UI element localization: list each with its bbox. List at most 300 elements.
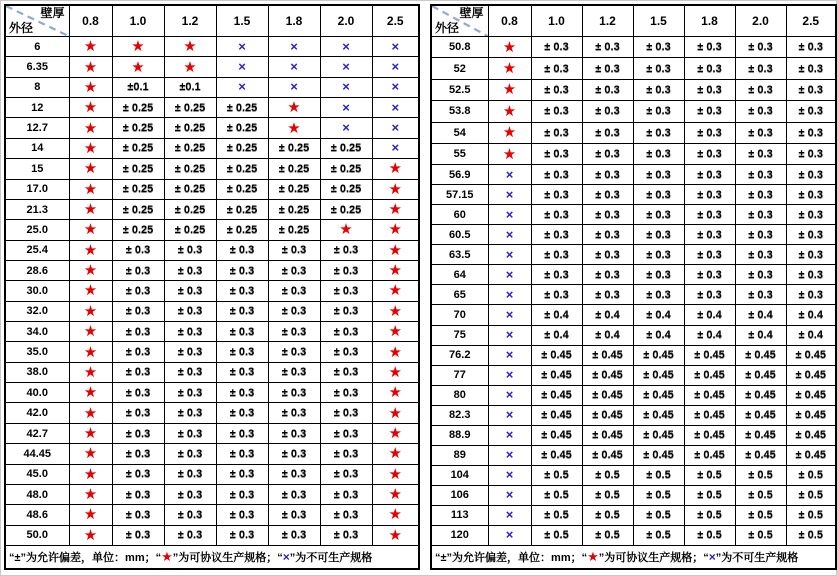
cross-icon: × [505, 507, 514, 523]
tolerance-cell [268, 220, 320, 240]
tolerance-value: ± 0.3 [798, 148, 823, 161]
outer-diameter-value: 12 [5, 98, 69, 118]
tolerance-value: ± 0.3 [229, 488, 255, 501]
tolerance-cell [633, 101, 684, 122]
tolerance-cell [164, 179, 216, 199]
cross-icon: × [391, 120, 400, 136]
tolerance-value: ± 0.3 [229, 427, 255, 440]
tolerance-value: ± 0.45 [541, 449, 572, 462]
tolerance-cell [633, 505, 684, 525]
table-body [431, 37, 836, 546]
table-row [431, 285, 836, 305]
tolerance-cell [786, 425, 836, 445]
star-icon: ★ [502, 81, 517, 99]
tolerance-cell [633, 37, 684, 58]
table-row [5, 464, 419, 484]
tolerance-value: ± 0.45 [694, 429, 725, 442]
not-producible-cell [372, 118, 419, 138]
tolerance-cell [633, 165, 684, 185]
tolerance-value: ± 0.3 [281, 407, 307, 420]
outer-diameter-value: 88.9 [431, 425, 488, 445]
tolerance-cell [112, 220, 164, 240]
column-header: 1.0 [112, 5, 164, 37]
cross-icon: × [342, 59, 350, 75]
tolerance-cell [216, 138, 268, 158]
tolerance-cell [786, 79, 836, 100]
tolerance-cell [112, 159, 164, 179]
tolerance-value: ± 0.25 [226, 122, 258, 135]
tolerance-value: ± 0.3 [697, 188, 722, 201]
producible-by-agreement-cell [69, 240, 112, 260]
table-row [431, 505, 836, 525]
table-row [431, 405, 836, 425]
tolerance-value: ± 0.45 [694, 409, 725, 422]
tolerance-value: ± 0.4 [697, 308, 722, 321]
tolerance-cell [112, 383, 164, 403]
tolerance-value: ± 0.3 [177, 305, 203, 318]
outer-diameter-value: 52 [431, 58, 488, 79]
tolerance-cell [735, 143, 786, 164]
tolerance-value: ± 0.5 [595, 469, 620, 482]
tolerance-cell [633, 365, 684, 385]
legend-row [431, 546, 836, 570]
tolerance-value: ± 0.3 [229, 407, 255, 420]
tolerance-value: ± 0.3 [544, 126, 569, 139]
outer-diameter-value: 32.0 [5, 301, 69, 321]
tolerance-cell [531, 185, 582, 205]
producible-by-agreement-cell [69, 322, 112, 342]
tolerance-cell [684, 265, 735, 285]
tolerance-value: ± 0.3 [646, 228, 671, 241]
tolerance-value: ± 0.25 [330, 162, 362, 175]
tolerance-cell [320, 444, 372, 464]
tolerance-value: ± 0.5 [697, 529, 722, 542]
tolerance-value: ± 0.3 [798, 228, 823, 241]
tolerance-cell [531, 165, 582, 185]
tolerance-value: ± 0.45 [795, 369, 826, 382]
tolerance-value: ± 0.5 [748, 469, 773, 482]
tolerance-cell [582, 285, 633, 305]
tolerance-value: ± 0.4 [697, 329, 722, 342]
tolerance-value: ± 0.3 [544, 148, 569, 161]
tolerance-value: ± 0.3 [333, 346, 359, 359]
tolerance-value: ± 0.3 [125, 244, 151, 257]
star-icon: ★ [339, 221, 353, 239]
tolerance-value: ± 0.3 [544, 168, 569, 181]
producible-by-agreement-cell [69, 98, 112, 118]
tolerance-value: ± 0.3 [281, 284, 307, 297]
tolerance-value: ± 0.3 [646, 148, 671, 161]
tolerance-cell [582, 485, 633, 505]
tolerance-value: ± 0.3 [177, 508, 203, 521]
table-row [5, 505, 419, 525]
tolerance-value: ± 0.3 [798, 288, 823, 301]
tolerance-value: ± 0.25 [330, 203, 362, 216]
tolerance-value: ± 0.45 [643, 449, 674, 462]
tolerance-cell [735, 58, 786, 79]
star-icon: ★ [388, 363, 402, 381]
tolerance-value: ± 0.25 [278, 183, 310, 196]
tolerance-cell [684, 58, 735, 79]
tolerance-cell [735, 205, 786, 225]
tolerance-cell [268, 484, 320, 504]
tolerance-cell [268, 159, 320, 179]
star-icon: ★ [502, 124, 517, 142]
tolerance-cell [786, 165, 836, 185]
tolerance-cell [735, 465, 786, 485]
cross-icon: × [505, 527, 514, 543]
tolerance-value: ± 0.45 [643, 349, 674, 362]
tolerance-cell [164, 362, 216, 382]
cross-icon: × [290, 38, 298, 54]
outer-diameter-value: 14 [5, 138, 69, 158]
tolerance-value: ± 0.3 [333, 488, 359, 501]
tolerance-cell [633, 405, 684, 425]
not-producible-cell [216, 37, 268, 57]
tolerance-value: ± 0.25 [122, 122, 154, 135]
tolerance-value: ± 0.3 [646, 288, 671, 301]
cross-icon: × [505, 427, 514, 443]
tolerance-value: ± 0.45 [592, 409, 623, 422]
tolerance-cell [786, 445, 836, 465]
cross-icon: × [505, 407, 514, 423]
tolerance-cell [112, 240, 164, 260]
tolerance-value: ± 0.3 [697, 62, 722, 75]
tolerance-cell [112, 260, 164, 280]
tolerance-cell [320, 159, 372, 179]
tolerance-value: ± 0.3 [697, 248, 722, 261]
tolerance-cell [582, 425, 633, 445]
outer-diameter-value: 45.0 [5, 464, 69, 484]
tolerance-cell [786, 405, 836, 425]
outer-diameter-value: 48.0 [5, 484, 69, 504]
star-icon: ★ [388, 282, 402, 300]
tolerance-value: ± 0.3 [125, 386, 151, 399]
tolerance-cell [684, 225, 735, 245]
spec-table-right [430, 4, 837, 570]
tolerance-cell [112, 525, 164, 545]
tolerance-cell [735, 365, 786, 385]
tolerance-cell [268, 423, 320, 443]
producible-by-agreement-cell [372, 362, 419, 382]
tolerance-cell [582, 225, 633, 245]
outer-diameter-value: 25.0 [5, 220, 69, 240]
producible-by-agreement-cell [372, 199, 419, 219]
not-producible-cell [488, 445, 531, 465]
tolerance-value: ± 0.3 [748, 41, 773, 54]
cross-icon: × [505, 206, 514, 222]
tolerance-cell [268, 383, 320, 403]
producible-by-agreement-cell [488, 122, 531, 143]
star-icon: ★ [388, 262, 402, 280]
tolerance-value: ± 0.3 [798, 168, 823, 181]
tolerance-value: ± 0.3 [281, 468, 307, 481]
tolerance-value: ± 0.3 [646, 268, 671, 281]
table-row [431, 365, 836, 385]
tolerance-cell [216, 464, 268, 484]
tolerance-cell [684, 79, 735, 100]
column-header: 2.0 [735, 5, 786, 37]
legend-text: “±”为允许偏差，单位： [9, 552, 126, 564]
tolerance-value: ± 0.3 [544, 62, 569, 75]
tolerance-value: ± 0.5 [748, 529, 773, 542]
tolerance-value: ± 0.3 [281, 427, 307, 440]
outer-diameter-value: 82.3 [431, 405, 488, 425]
tolerance-value: ± 0.3 [646, 62, 671, 75]
not-producible-cell [320, 118, 372, 138]
tolerance-cell [633, 245, 684, 265]
star-icon: ★ [83, 465, 98, 483]
outer-diameter-header-label: 外径 [9, 21, 34, 35]
tolerance-value: ± 0.4 [798, 308, 823, 321]
wall-thickness-label: 壁厚 [40, 6, 65, 20]
cross-icon: × [505, 286, 514, 302]
tolerance-value: ± 0.4 [646, 308, 671, 321]
tolerance-cell [633, 345, 684, 365]
outer-diameter-value: 77 [431, 365, 488, 385]
tolerance-value: ± 0.3 [333, 468, 359, 481]
tolerance-cell [582, 205, 633, 225]
producible-by-agreement-cell [69, 464, 112, 484]
table-row [5, 138, 419, 158]
cross-icon: × [238, 38, 246, 54]
tolerance-value: ± 0.5 [646, 489, 671, 502]
cross-icon: × [342, 99, 350, 115]
cross-icon: × [391, 99, 400, 115]
tolerance-value: ± 0.25 [122, 162, 154, 175]
outer-diameter-header-label: 外径 [435, 21, 460, 35]
tolerance-cell [633, 285, 684, 305]
tolerance-cell [735, 445, 786, 465]
tolerance-cell [164, 220, 216, 240]
tolerance-value: ± 0.3 [697, 105, 722, 118]
tolerance-cell [268, 138, 320, 158]
tolerance-value: ± 0.3 [125, 427, 151, 440]
cross-icon: × [505, 347, 514, 363]
star-icon: ★ [131, 58, 145, 76]
tolerance-cell [786, 365, 836, 385]
tolerance-cell [320, 138, 372, 158]
tolerance-cell [786, 143, 836, 164]
wall-thickness-label: 壁厚 [459, 6, 484, 20]
tolerance-value: ± 0.25 [278, 223, 310, 236]
cross-icon: × [505, 327, 514, 343]
producible-by-agreement-cell [69, 423, 112, 443]
tolerance-value: ± 0.45 [694, 369, 725, 382]
tolerance-cell [112, 505, 164, 525]
tolerance-cell [320, 301, 372, 321]
producible-by-agreement-cell [372, 220, 419, 240]
not-producible-cell [320, 37, 372, 57]
tolerance-value: ± 0.3 [333, 264, 359, 277]
tolerance-cell [582, 505, 633, 525]
not-producible-cell [216, 57, 268, 77]
tolerance-cell [633, 58, 684, 79]
tolerance-value: ± 0.3 [748, 83, 773, 96]
star-icon: ★ [502, 60, 517, 78]
outer-diameter-value: 120 [431, 525, 488, 545]
tolerance-cell [164, 484, 216, 504]
producible-by-agreement-cell [372, 525, 419, 545]
cross-icon: × [505, 226, 514, 242]
tolerance-cell [633, 485, 684, 505]
tolerance-cell [216, 220, 268, 240]
outer-diameter-value: 80 [431, 385, 488, 405]
tolerance-value: ± 0.3 [544, 268, 569, 281]
star-icon: ★ [83, 302, 98, 320]
tolerance-value: ± 0.3 [544, 188, 569, 201]
not-producible-cell [488, 465, 531, 485]
tolerance-cell [786, 285, 836, 305]
tolerance-cell [531, 305, 582, 325]
tolerance-value: ± 0.3 [333, 407, 359, 420]
producible-by-agreement-cell [112, 37, 164, 57]
tolerance-value: ± 0.45 [745, 449, 776, 462]
tolerance-value: ± 0.5 [697, 509, 722, 522]
tolerance-cell [735, 345, 786, 365]
tolerance-value: ± 0.4 [748, 329, 773, 342]
producible-by-agreement-cell [69, 403, 112, 423]
producible-by-agreement-cell [69, 179, 112, 199]
outer-diameter-value: 50.8 [431, 37, 488, 58]
tolerance-value: ± 0.45 [643, 429, 674, 442]
tolerance-cell [684, 385, 735, 405]
outer-diameter-value: 70 [431, 305, 488, 325]
header-row [5, 5, 419, 37]
tolerance-value: ± 0.45 [745, 369, 776, 382]
tolerance-value: ± 0.45 [795, 449, 826, 462]
star-icon: ★ [388, 506, 402, 524]
tolerance-cell [582, 365, 633, 385]
tolerance-value: ± 0.3 [646, 248, 671, 261]
tolerance-value: ± 0.3 [281, 346, 307, 359]
cross-icon: × [342, 120, 350, 136]
tolerance-cell [735, 425, 786, 445]
tolerance-cell [216, 383, 268, 403]
tolerance-cell [582, 165, 633, 185]
outer-diameter-value: 57.15 [431, 185, 488, 205]
tolerance-cell [216, 199, 268, 219]
outer-diameter-value: 8 [5, 77, 69, 97]
table-row [431, 58, 836, 79]
tolerance-cell [164, 383, 216, 403]
star-icon: ★ [83, 526, 98, 544]
star-icon: ★ [388, 445, 402, 463]
star-icon: ★ [388, 526, 402, 544]
tolerance-value: ± 0.3 [595, 148, 620, 161]
tolerance-cell [684, 485, 735, 505]
tolerance-value: ± 0.3 [229, 386, 255, 399]
legend-text: ”为不可生产规格 [715, 552, 799, 564]
tolerance-cell [216, 281, 268, 301]
table-row [431, 143, 836, 164]
tolerance-value: ± 0.3 [595, 168, 620, 181]
tolerance-cell [786, 185, 836, 205]
tolerance-cell [320, 322, 372, 342]
tolerance-cell [582, 101, 633, 122]
tolerance-value: ± 0.3 [544, 105, 569, 118]
producible-by-agreement-cell [69, 37, 112, 57]
tolerance-value: ± 0.3 [333, 305, 359, 318]
tolerance-value: ± 0.3 [125, 284, 151, 297]
star-icon: ★ [83, 506, 98, 524]
tolerance-value: ± 0.5 [646, 529, 671, 542]
outer-diameter-value: 6.35 [5, 57, 69, 77]
producible-by-agreement-cell [488, 37, 531, 58]
tolerance-cell [164, 444, 216, 464]
tolerance-cell [112, 362, 164, 382]
column-header: 1.5 [633, 5, 684, 37]
legend-text: ”为可协议生产规格；“ [172, 552, 283, 564]
column-header: 1.8 [684, 5, 735, 37]
not-producible-cell [488, 525, 531, 545]
producible-by-agreement-cell [372, 423, 419, 443]
column-header: 1.5 [216, 5, 268, 37]
star-icon: ★ [83, 282, 98, 300]
tolerance-value: ± 0.25 [174, 183, 206, 196]
tolerance-cell [684, 37, 735, 58]
tolerance-value: ± 0.3 [748, 105, 773, 118]
tolerance-cell [268, 240, 320, 260]
tolerance-value: ± 0.3 [281, 325, 307, 338]
producible-by-agreement-cell [372, 281, 419, 301]
star-icon: ★ [388, 241, 402, 259]
tolerance-cell [684, 165, 735, 185]
star-icon: ★ [83, 78, 98, 96]
table-row [5, 301, 419, 321]
tolerance-value: ± 0.45 [541, 369, 572, 382]
producible-by-agreement-cell [69, 77, 112, 97]
corner-header-cell [431, 5, 488, 37]
tolerance-cell [684, 285, 735, 305]
tolerance-value: ± 0.3 [595, 248, 620, 261]
outer-diameter-value: 60 [431, 205, 488, 225]
star-icon: ★ [83, 404, 98, 422]
tolerance-cell [112, 464, 164, 484]
table-row [5, 118, 419, 138]
tolerance-cell [735, 385, 786, 405]
cross-icon: × [708, 550, 716, 564]
producible-by-agreement-cell [372, 240, 419, 260]
star-icon: ★ [83, 241, 98, 259]
outer-diameter-value: 48.6 [5, 505, 69, 525]
tolerance-cell [531, 285, 582, 305]
tolerance-value: ± 0.3 [798, 83, 823, 96]
tolerance-cell [164, 77, 216, 97]
tolerance-cell [216, 362, 268, 382]
tolerance-value: ± 0.3 [333, 325, 359, 338]
tolerance-cell [633, 265, 684, 285]
cross-icon: × [505, 367, 514, 383]
not-producible-cell [372, 77, 419, 97]
not-producible-cell [372, 98, 419, 118]
outer-diameter-value: 28.6 [5, 260, 69, 280]
tolerance-value: ± 0.3 [748, 148, 773, 161]
tolerance-cell [582, 143, 633, 164]
tolerance-cell [684, 325, 735, 345]
tolerance-value: ± 0.25 [226, 101, 258, 114]
not-producible-cell [488, 385, 531, 405]
table-row [5, 362, 419, 382]
tolerance-value: ± 0.25 [330, 142, 362, 155]
star-icon: ★ [388, 343, 402, 361]
tolerance-value: ± 0.45 [745, 409, 776, 422]
table-row [431, 345, 836, 365]
tolerance-value: ± 0.25 [226, 203, 258, 216]
tolerance-cell [786, 58, 836, 79]
not-producible-cell [372, 138, 419, 158]
tolerance-value: ± 0.3 [229, 346, 255, 359]
